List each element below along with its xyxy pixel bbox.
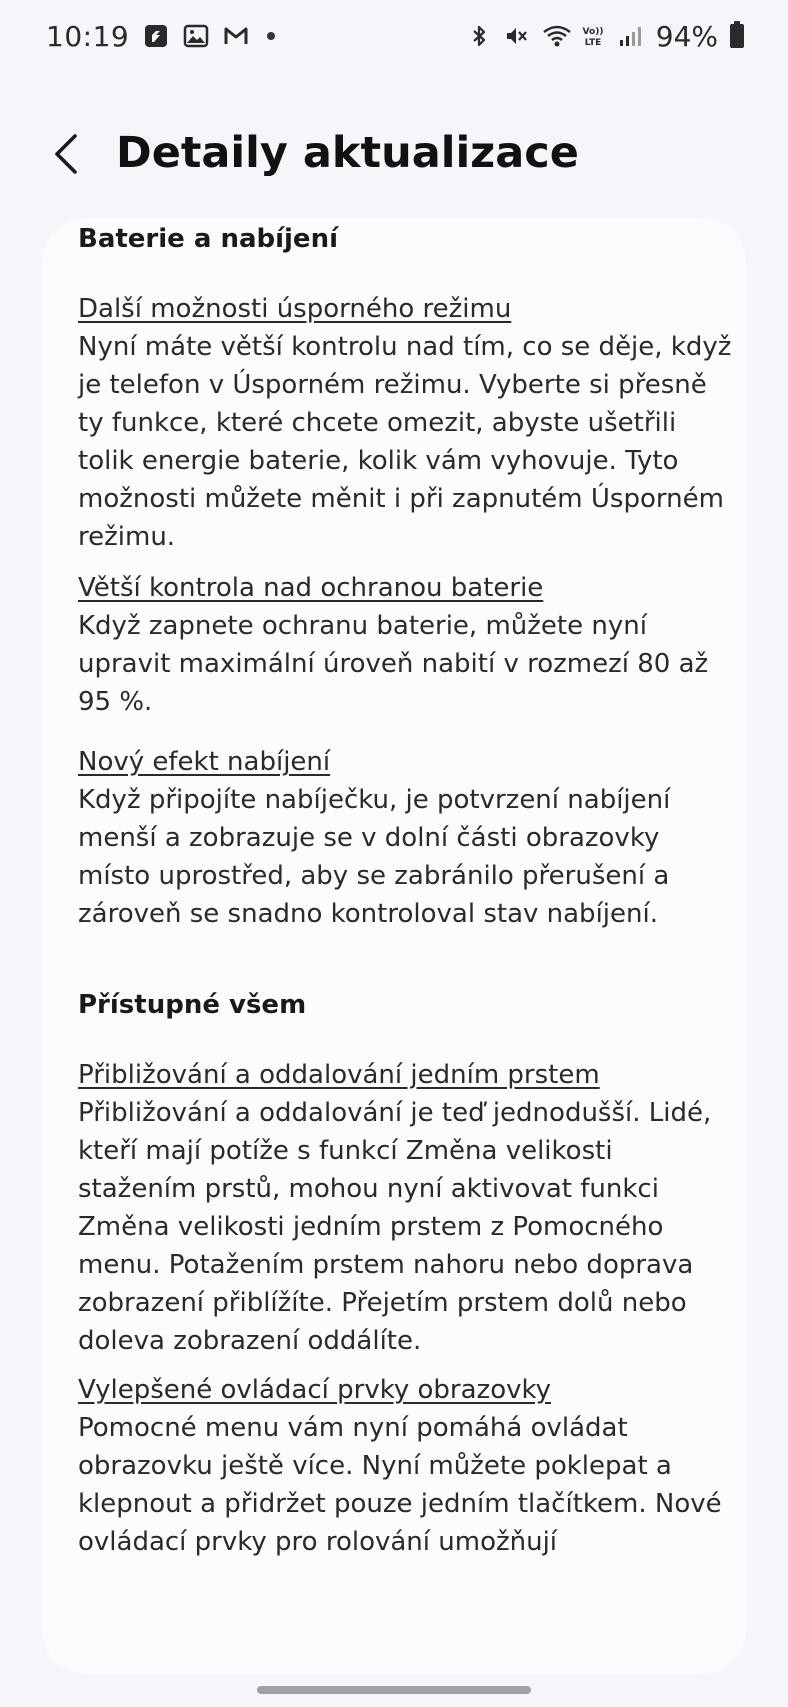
item-body: Pomocné menu vám nyní pomáhá ovládat obrazovku ještě více. Nyní můžete poklepat a klepnout a přidržet pouze jedním tlačítkem. Nové ovládací prvky pro rolování umožňují [78,1413,722,1557]
list-item [78,290,738,556]
list-item [78,1056,738,1360]
item-body: Nyní máte větší kontrolu nad tím, co se děje, když je telefon v Úsporném režimu. Vyberte si přesně ty funkce, které chcete omezit, abyste ušetřili tolik energie baterie, kolik vám vyhovuje. Tyto možnosti můžete měnit i při zapnutém Úsporném režimu. [78,332,732,552]
bluetooth-icon [466,23,492,49]
item-title: Větší kontrola nad ochranou baterie [78,573,544,603]
back-button[interactable] [42,130,90,178]
more-notifications-dot [267,32,275,40]
update-details-card[interactable] [42,218,746,1674]
battery-icon [730,24,744,48]
image-icon [183,23,209,49]
page-title: Detaily aktualizace [116,128,579,178]
gmail-icon [223,23,249,49]
battery-percent: 94% [655,19,718,53]
wifi-icon [542,23,568,49]
chevron-left-icon [51,132,81,176]
mute-icon [504,23,530,49]
section-heading: Přístupné všem [78,990,307,1020]
notification-app-icon [143,23,169,49]
home-indicator[interactable] [257,1686,531,1694]
item-title: Přibližování a oddalování jedním prstem [78,1060,600,1090]
item-body: Přibližování a oddalování je teď jednodušší. Lidé, kteří mají potíže s funkcí Změna velikosti stažením prstů, mohou nyní aktivovat funkci Změna velikosti jedním prstem z Pomocného menu. Potažením prstem nahoru nebo doprava zobrazení přiblížíte. Přejetím prstem dolů nebo doleva zobrazení oddálíte. [78,1098,712,1356]
list-item [78,743,738,933]
status-bar [0,0,788,70]
status-bar-left [46,16,275,56]
item-title: Další možnosti úsporného režimu [78,294,512,324]
list-item [78,1371,738,1561]
app-header [0,110,788,200]
item-body: Když zapnete ochranu baterie, můžete nyní upravit maximální úroveň nabití v rozmezí 80 až 95 %. [78,611,709,717]
status-time: 10:19 [46,19,130,53]
item-body: Když připojíte nabíječku, je potvrzení nabíjení menší a zobrazuje se v dolní části obrazovky místo uprostřed, aby se zabránilo přerušení a zároveň se snadno kontroloval stav nabíjení. [78,785,671,929]
volte-icon [580,23,606,49]
item-title: Nový efekt nabíjení [78,747,331,777]
signal-icon [618,23,644,49]
svg-text:Vo)): Vo)) [582,27,604,37]
item-title: Vylepšené ovládací prvky obrazovky [78,1375,552,1405]
status-bar-right [466,16,744,56]
svg-text:LTE: LTE [584,38,602,48]
list-item [78,569,738,721]
section-heading: Baterie a nabíjení [78,224,338,254]
